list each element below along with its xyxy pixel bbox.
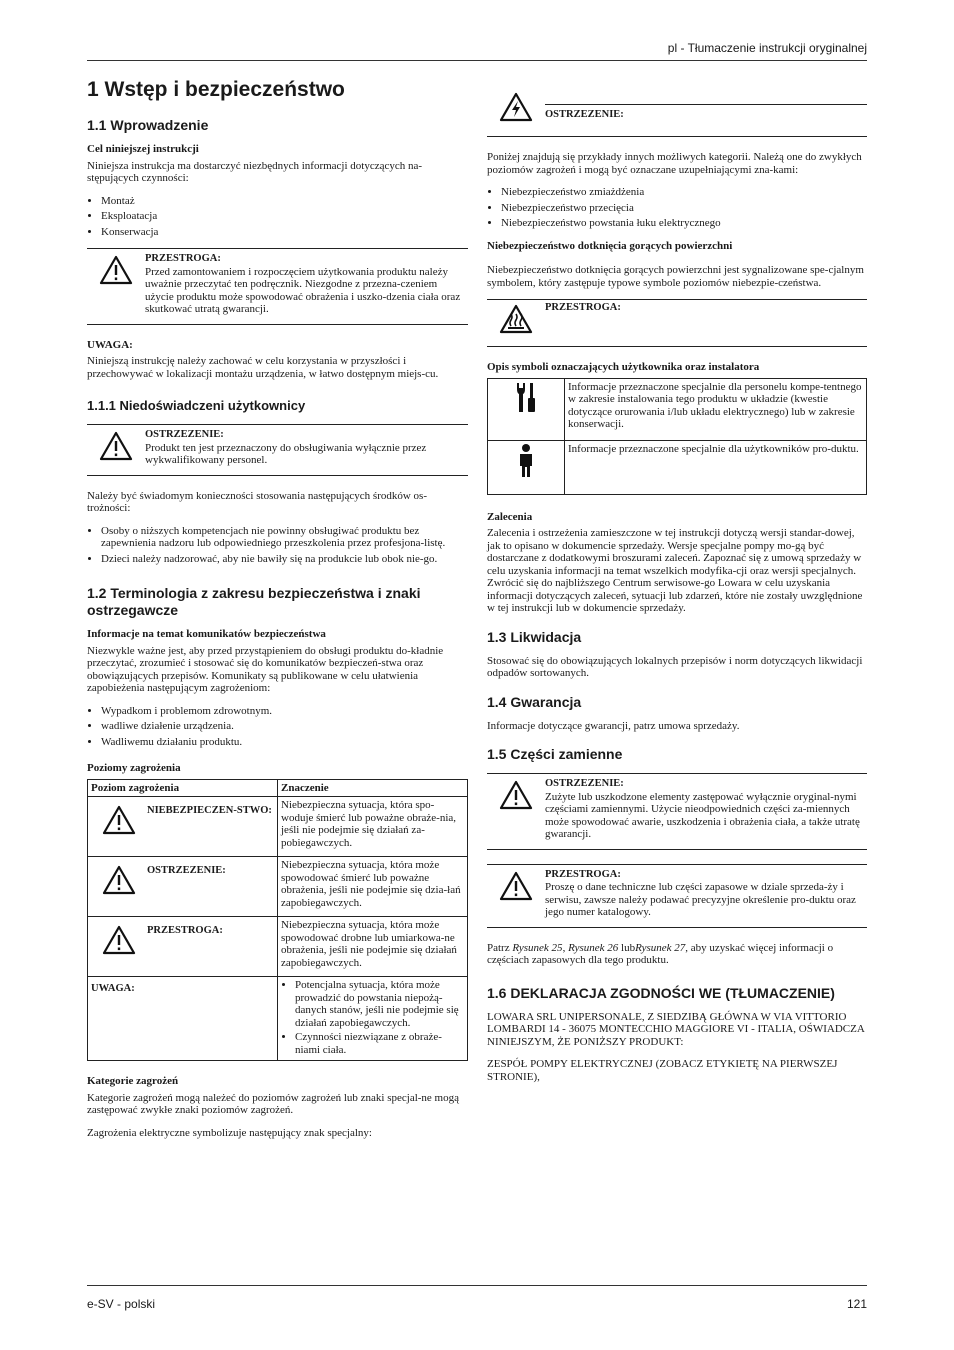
user-icon <box>516 443 536 479</box>
table-header-cell: Poziom zagrożenia <box>88 779 278 797</box>
hot-surface-caution-notice <box>487 299 867 347</box>
list-item: • Konserwacja <box>101 226 468 239</box>
section-1-3-title: 1.3 Likwidacja <box>487 628 582 645</box>
list-item: • Niebezpieczeństwo powstania łuku elektrycznego <box>501 217 867 230</box>
right-column <box>487 74 867 1093</box>
notice-title: PRZESTROGA: <box>545 868 621 880</box>
list-item: • Niebezpieczeństwo przecięcia <box>501 202 867 215</box>
user-symbols-table <box>487 378 867 495</box>
list-item: • Osoby o niższych kompetencjach nie powinny obsługiwać produktu bez zapewnienia nadzoru lub odpowiedniego przeszkolenia przez profesjona-listę. <box>101 525 468 550</box>
subheading-safety-messages: Informacje na temat komunikatów bezpieczeństwa <box>87 628 326 640</box>
section-1-2-title: 1.2 Terminologia z zakresu bezpieczeństwa i znaki ostrzegawcze <box>87 585 421 618</box>
list-item: • Wadliwemu działaniu produktu. <box>101 736 468 749</box>
notice-title: OSTRZEZENIE: <box>545 778 624 789</box>
paragraph-declaration: LOWARA SRL UNIPERSONALE, Z SIEDZIBĄ GŁÓWNA W VIA VITTORIO LOMBARDI 14 - 36075 MONTECCHIO MAGGIORE VI - ITALIA, OŚWIADCZA NINIEJSZYM, ŻE PONIŻSZY PRODUKT: <box>487 1010 865 1048</box>
subheading-hot-surfaces: Niebezpieczeństwo dotknięcia gorących powierzchni <box>487 239 733 252</box>
figure-link-27[interactable]: Rysunek 27 <box>635 941 686 954</box>
paragraph-recommendations: Zalecenia i ostrzeżenia zamieszczone w tej instrukcji dotyczą wersji standar-dowej, jak to opisano w dokumencie sprzedaży. Wersje specjalne pompy mo-gą być dostarczane z dodatkowymi broszurami zaleceń. Zapoznać się z umową sprzedaży w celu uzyskania informacji na temat wszelkich modyfika-cji oraz wersji specjalnych. Zwrócić się do najbliższego Centrum serwisowe-go Lowara w celu uzyskania informacji dotyczących zaleceń, sytuacji lub zdarzeń, które nie zostały uwzględnione w tej instrukcji lub w dokumencie sprzedaży. <box>487 527 863 614</box>
paragraph-purpose: Niniejsza instrukcja ma dostarczyć niezbędnych informacji dotyczących na-stępujących czynności: <box>87 159 423 184</box>
notice-title: PRZESTROGA: <box>545 302 621 313</box>
level-label: UWAGA: <box>88 977 278 1061</box>
notice-text: Przed zamontowaniem i rozpoczęciem użytkowania produktu należy uważnie przeczytać ten podręcznik. Niezgodne z przezna-czeniem użycie produktu może spowodować obrażenia i uszko-dzenia ciała oraz skutkować utratą gwarancji. <box>145 265 461 315</box>
other-categories-list <box>487 186 867 230</box>
table-row <box>488 378 867 440</box>
paragraph-hazard-categories: Kategorie zagrożeń mogą należeć do poziomów zagrożeń lub znaki specjal-ne mogą zastępować zwykłe znaki poziomów zagrożeń. <box>87 1091 459 1116</box>
ref-text: Patrz <box>487 941 513 954</box>
paragraph-hot-surfaces: Niebezpieczeństwo dotknięcia gorących powierzchni jest sygnalizowane spe-cjalnym symbolem, który zastępuje typowe symbole poziomów niebezpie-czeństwa. <box>487 264 864 289</box>
paragraph-warranty: Informacje dotyczące gwarancji, patrz umowa sprzedaży. <box>487 719 740 732</box>
subheading-hazard-categories: Kategorie zagrożeń <box>87 1075 179 1087</box>
ref-text: lub <box>618 941 636 954</box>
level-meaning: Niebezpieczna sytuacja, która może spowodować drobne lub umiarkowa-ne obrażenia, jeśli nie podejmie się działań zapobiegawczych. <box>278 917 468 977</box>
electrical-warning-notice <box>487 88 867 137</box>
footer-doc-name: e-SV - polski <box>87 1297 156 1311</box>
note-title: UWAGA: <box>87 338 133 351</box>
paragraph-safety-messages: Niezwykle ważne jest, aby przed przystąpieniem do obsługi produktu do-kładnie przeczytać, zrozumieć i stosować się do komunikatów bezpieczeń-stwa oraz obowiązujących przepisów. Komunikaty są publikowane w celu ułatwienia zapobieżenia następującym zagrożeniom: <box>87 644 444 694</box>
symbol-description: Informacje przeznaczone specjalnie dla personelu kompe-tentnego w zakresie instalowania tego produktu w układzie (kwestie dotyczące orurowania i/lub układu elektrycznego) lub w zakresie konserwacji. <box>565 378 867 440</box>
warning-triangle-icon <box>99 431 133 461</box>
warning-triangle-icon <box>499 871 533 901</box>
ref-text: , <box>562 941 569 954</box>
chapter-title: 1 Wstęp i bezpieczeństwo <box>87 78 345 101</box>
table-row <box>88 797 468 857</box>
figure-link-26[interactable]: Rysunek 26 <box>568 941 619 954</box>
paragraph-electrical: Zagrożenia elektryczne symbolizuje następujący znak specjalny: <box>87 1126 372 1139</box>
electrical-hazard-icon <box>499 92 533 122</box>
spare-parts-caution-notice <box>487 864 867 928</box>
paragraph-product: ZESPÓŁ POMPY ELEKTRYCZNEJ (ZOBACZ ETYKIETĘ NA PIERWSZEJ STRONIE), <box>487 1058 838 1083</box>
list-item: • Eksploatacja <box>101 210 468 223</box>
hazards-list <box>87 705 468 749</box>
notice-text: Zużyte lub uszkodzone elementy zastępować wyłącznie oryginal-nymi częściami zamiennymi. Użycie nieodpowiednich części za-miennych może spowodować awarie, uszkodzenia i obrażenia ciała, a także utratę gwarancji. <box>545 790 860 840</box>
notice-title: OSTRZEZENIE: <box>545 109 624 120</box>
table-row <box>88 857 468 917</box>
list-item: • Montaż <box>101 195 468 208</box>
section-1-5-title: 1.5 Części zamienne <box>487 746 623 762</box>
notice-text: Produkt ten jest przeznaczony do obsługiwania wyłącznie przez wykwalifikowany personel. <box>145 441 427 466</box>
paragraph-other-categories: Poniżej znajdują się przykłady innych możliwych kategorii. Należą one do zwykłych poziomów zagrożeń i mogą być oznaczane uzupełniającymi zna-kami: <box>487 151 862 176</box>
section-1-1-1-title: 1.1.1 Niedoświadczeni użytkownicy <box>87 398 306 413</box>
section-1-1-title: 1.1 Wprowadzenie <box>87 117 209 133</box>
figure-link-25[interactable]: Rysunek 25 <box>512 941 563 954</box>
section-1-4-title: 1.4 Gwarancja <box>487 693 582 710</box>
level-label: OSTRZEZENIE: <box>147 865 226 876</box>
list-item: • Dzieci należy nadzorować, aby nie bawiły się na produkcie lub obok nie-go. <box>101 553 468 566</box>
paragraph-precautions: Należy być świadomym konieczności stosowania następujących środków os-trożności: <box>87 489 427 514</box>
section-1-6-title: 1.6 DEKLARACJA ZGODNOŚCI WE (TŁUMACZENIE) <box>487 984 835 1001</box>
left-column <box>87 74 468 1149</box>
paragraph-disposal: Stosować się do obowiązujących lokalnych przepisów i norm dotyczących likwidacji odpadów sortowanych. <box>487 654 863 679</box>
table-row <box>488 440 867 494</box>
level-label: NIEBEZPIECZEN-STWO: <box>147 805 272 816</box>
hot-surface-icon <box>499 304 533 334</box>
subheading-recommendations: Zalecenia <box>487 510 533 523</box>
warning-notice <box>87 424 468 476</box>
precautions-list <box>87 525 468 566</box>
level-label: PRZESTROGA: <box>147 925 223 936</box>
list-item: • Wypadkom i problemom zdrowotnym. <box>101 705 468 718</box>
purpose-list <box>87 195 468 239</box>
footer-rule <box>87 1285 867 1286</box>
notice-title: PRZESTROGA: <box>145 253 221 264</box>
list-item: • wadliwe działenie urządzenia. <box>101 720 468 733</box>
list-item: • Potencjalna sytuacja, która może prowadzić do powstania niepożą-danych stanów, jeśli nie podejmie się działań zapobiegawczych. <box>295 979 464 1029</box>
table-header-row <box>88 779 468 797</box>
warning-triangle-icon <box>102 925 136 955</box>
paragraph-figure-refs <box>487 942 867 967</box>
page-number: 121 <box>846 1297 867 1311</box>
header-rule <box>87 60 867 61</box>
warning-triangle-icon <box>499 780 533 810</box>
warning-triangle-icon <box>102 865 136 895</box>
subheading-hazard-levels: Poziomy zagrożenia <box>87 762 181 774</box>
table-row <box>88 917 468 977</box>
level-meaning: Niebezpieczna sytuacja, która może spowodować śmierć lub poważne obrażenia, jeśli nie podejmie się dzia-łań zapobiegawczych. <box>278 857 468 917</box>
notice-text: Proszę o dane techniczne lub części zapasowe w dziale sprzeda-ży i serwisu, zawsze należy podawać precyzyjne określenie pro-duktu oraz jego numer katalogowy. <box>545 881 856 918</box>
notice-title: OSTRZEZENIE: <box>145 429 224 440</box>
spare-parts-warning-notice <box>487 773 867 850</box>
running-header: pl - Tłumaczenie instrukcji oryginalnej <box>667 41 867 55</box>
note-text: Niniejszą instrukcję należy zachować w celu korzystania w przyszłości i przechowywać w lokalizacji montażu urządzenia, w łatwo dostępnym miejs-cu. <box>87 355 439 380</box>
tools-icon <box>513 381 539 415</box>
caution-notice <box>87 248 468 325</box>
subheading-symbols: Opis symboli oznaczających użytkownika oraz instalatora <box>487 361 760 373</box>
ref-text: , aby uzyskać więcej informacji o częściach zapasowych dla tego produktu. <box>487 941 834 966</box>
warning-triangle-icon <box>102 805 136 835</box>
table-row <box>88 977 468 1061</box>
note-meaning-list <box>281 979 464 1056</box>
hazard-levels-table <box>87 779 468 1062</box>
list-item: • Niebezpieczeństwo zmiażdżenia <box>501 186 867 199</box>
warning-triangle-icon <box>99 255 133 285</box>
subheading-purpose: Cel niniejszej instrukcji <box>87 143 199 155</box>
level-meaning: Niebezpieczna sytuacja, która spo-woduje śmierć lub poważne obraże-nia, jeśli nie podejmie się działań za-pobiegawczych. <box>278 797 468 857</box>
symbol-description: Informacje przeznaczone specjalnie dla użytkowników pro-duktu. <box>565 440 867 494</box>
list-item: • Czynności niezwiązane z obraże-niami ciała. <box>295 1031 464 1056</box>
table-header-cell: Znaczenie <box>278 779 468 797</box>
